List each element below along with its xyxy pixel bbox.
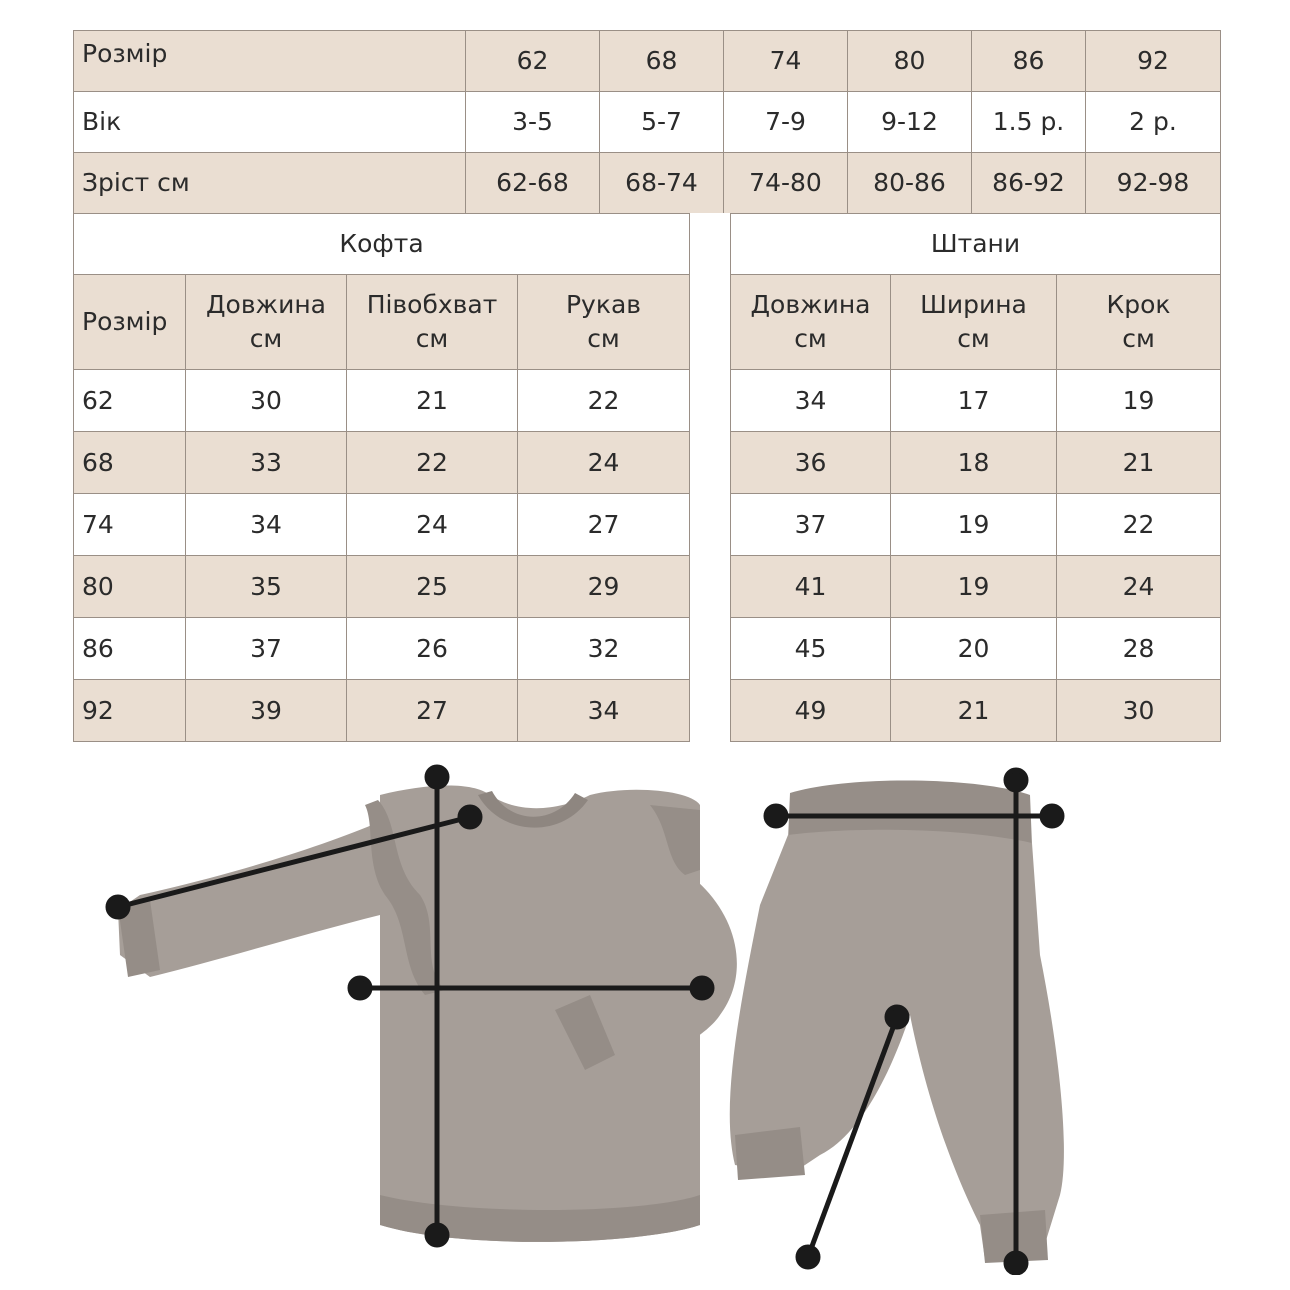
kofta-half-chest-cell: 25 xyxy=(347,556,518,618)
pants-left-cuff xyxy=(735,1127,805,1180)
kofta-table xyxy=(73,213,690,742)
height-value: 74-80 xyxy=(724,153,848,214)
shtany-inseam-cell: 19 xyxy=(1057,370,1221,432)
sweatshirt-illustration xyxy=(118,786,737,1242)
kofta-half-chest-cell: 24 xyxy=(347,494,518,556)
age-label: Вік xyxy=(74,92,466,153)
shtany-inseam-cell: 28 xyxy=(1057,618,1221,680)
shtany-header-inseam: Крок см xyxy=(1057,275,1221,370)
size-value: 68 xyxy=(600,31,724,92)
shtany-header-width: Ширина см xyxy=(891,275,1057,370)
kofta-sleeve-cell: 29 xyxy=(518,556,690,618)
shtany-inseam-cell: 24 xyxy=(1057,556,1221,618)
kofta-table-row xyxy=(74,432,690,494)
sweatshirt-length-bottom-dot xyxy=(427,1225,447,1245)
size-value: 86 xyxy=(972,31,1086,92)
kofta-sleeve-cell: 34 xyxy=(518,680,690,742)
shtany-inseam-cell: 22 xyxy=(1057,494,1221,556)
table-gap xyxy=(689,213,730,742)
age-row xyxy=(74,92,1221,153)
shtany-title: Штани xyxy=(731,214,1221,275)
kofta-header-size: Розмір xyxy=(74,275,186,370)
pants-inseam-top-dot xyxy=(887,1007,907,1027)
shtany-width-cell: 17 xyxy=(891,370,1057,432)
age-value: 3-5 xyxy=(466,92,600,153)
kofta-title: Кофта xyxy=(74,214,690,275)
kofta-table-row xyxy=(74,618,690,680)
kofta-size-cell: 86 xyxy=(74,618,186,680)
height-value: 80-86 xyxy=(848,153,972,214)
kofta-size-cell: 68 xyxy=(74,432,186,494)
shtany-table-row xyxy=(731,494,1221,556)
sleeve-cuff-dot xyxy=(108,897,128,917)
half-chest-right-dot xyxy=(692,978,712,998)
sweatshirt-length-top-dot xyxy=(427,767,447,787)
kofta-table-row xyxy=(74,680,690,742)
kofta-half-chest-cell: 27 xyxy=(347,680,518,742)
age-value: 2 р. xyxy=(1086,92,1221,153)
kofta-length-cell: 35 xyxy=(186,556,347,618)
height-row xyxy=(74,153,1221,214)
kofta-half-chest-cell: 22 xyxy=(347,432,518,494)
height-value: 92-98 xyxy=(1086,153,1221,214)
shtany-header-length: Довжина см xyxy=(731,275,891,370)
kofta-sleeve-cell: 27 xyxy=(518,494,690,556)
kofta-size-cell: 62 xyxy=(74,370,186,432)
shtany-inseam-cell: 30 xyxy=(1057,680,1221,742)
kofta-size-cell: 74 xyxy=(74,494,186,556)
half-chest-left-dot xyxy=(350,978,370,998)
height-label: Зріст см xyxy=(74,153,466,214)
kofta-length-cell: 33 xyxy=(186,432,347,494)
size-value: 92 xyxy=(1086,31,1221,92)
kofta-header-length: Довжина см xyxy=(186,275,347,370)
kofta-header-row xyxy=(74,275,690,370)
pants-width-left-dot xyxy=(766,806,786,826)
shtany-length-cell: 37 xyxy=(731,494,891,556)
shtany-length-cell: 36 xyxy=(731,432,891,494)
pants-width-right-dot xyxy=(1042,806,1062,826)
height-value: 86-92 xyxy=(972,153,1086,214)
pants-length-top-dot xyxy=(1006,770,1026,790)
height-value: 62-68 xyxy=(466,153,600,214)
age-value: 9-12 xyxy=(848,92,972,153)
height-value: 68-74 xyxy=(600,153,724,214)
kofta-table-row xyxy=(74,556,690,618)
shtany-table-row xyxy=(731,370,1221,432)
kofta-header-sleeve: Рукав см xyxy=(518,275,690,370)
age-value: 1.5 р. xyxy=(972,92,1086,153)
kofta-half-chest-cell: 26 xyxy=(347,618,518,680)
kofta-size-cell: 92 xyxy=(74,680,186,742)
size-value: 74 xyxy=(724,31,848,92)
shtany-width-cell: 20 xyxy=(891,618,1057,680)
garment-measurement-illustration xyxy=(0,755,1290,1275)
shtany-header-row xyxy=(731,275,1221,370)
shtany-width-cell: 18 xyxy=(891,432,1057,494)
kofta-header-half-chest: Півобхват см xyxy=(347,275,518,370)
age-value: 7-9 xyxy=(724,92,848,153)
pants-inseam-bottom-dot xyxy=(798,1247,818,1267)
shtany-width-cell: 19 xyxy=(891,494,1057,556)
kofta-length-cell: 37 xyxy=(186,618,347,680)
pants-length-bottom-dot xyxy=(1006,1253,1026,1273)
shtany-length-cell: 49 xyxy=(731,680,891,742)
kofta-size-cell: 80 xyxy=(74,556,186,618)
size-row xyxy=(74,31,1221,92)
kofta-table-row xyxy=(74,370,690,432)
shtany-table-row xyxy=(731,556,1221,618)
shtany-table-row xyxy=(731,680,1221,742)
shtany-width-cell: 19 xyxy=(891,556,1057,618)
kofta-table-row xyxy=(74,494,690,556)
sleeve-shoulder-dot xyxy=(460,807,480,827)
shtany-table-row xyxy=(731,432,1221,494)
shtany-length-cell: 41 xyxy=(731,556,891,618)
kofta-length-cell: 39 xyxy=(186,680,347,742)
shtany-width-cell: 21 xyxy=(891,680,1057,742)
shtany-inseam-cell: 21 xyxy=(1057,432,1221,494)
size-value: 80 xyxy=(848,31,972,92)
age-value: 5-7 xyxy=(600,92,724,153)
kofta-half-chest-cell: 21 xyxy=(347,370,518,432)
shtany-table xyxy=(730,213,1221,742)
shtany-length-cell: 45 xyxy=(731,618,891,680)
shtany-length-cell: 34 xyxy=(731,370,891,432)
kofta-length-cell: 30 xyxy=(186,370,347,432)
kofta-sleeve-cell: 32 xyxy=(518,618,690,680)
kofta-sleeve-cell: 24 xyxy=(518,432,690,494)
size-label: Розмір xyxy=(74,31,466,92)
size-age-height-table xyxy=(73,30,1221,214)
kofta-length-cell: 34 xyxy=(186,494,347,556)
shtany-table-row xyxy=(731,618,1221,680)
size-value: 62 xyxy=(466,31,600,92)
kofta-sleeve-cell: 22 xyxy=(518,370,690,432)
